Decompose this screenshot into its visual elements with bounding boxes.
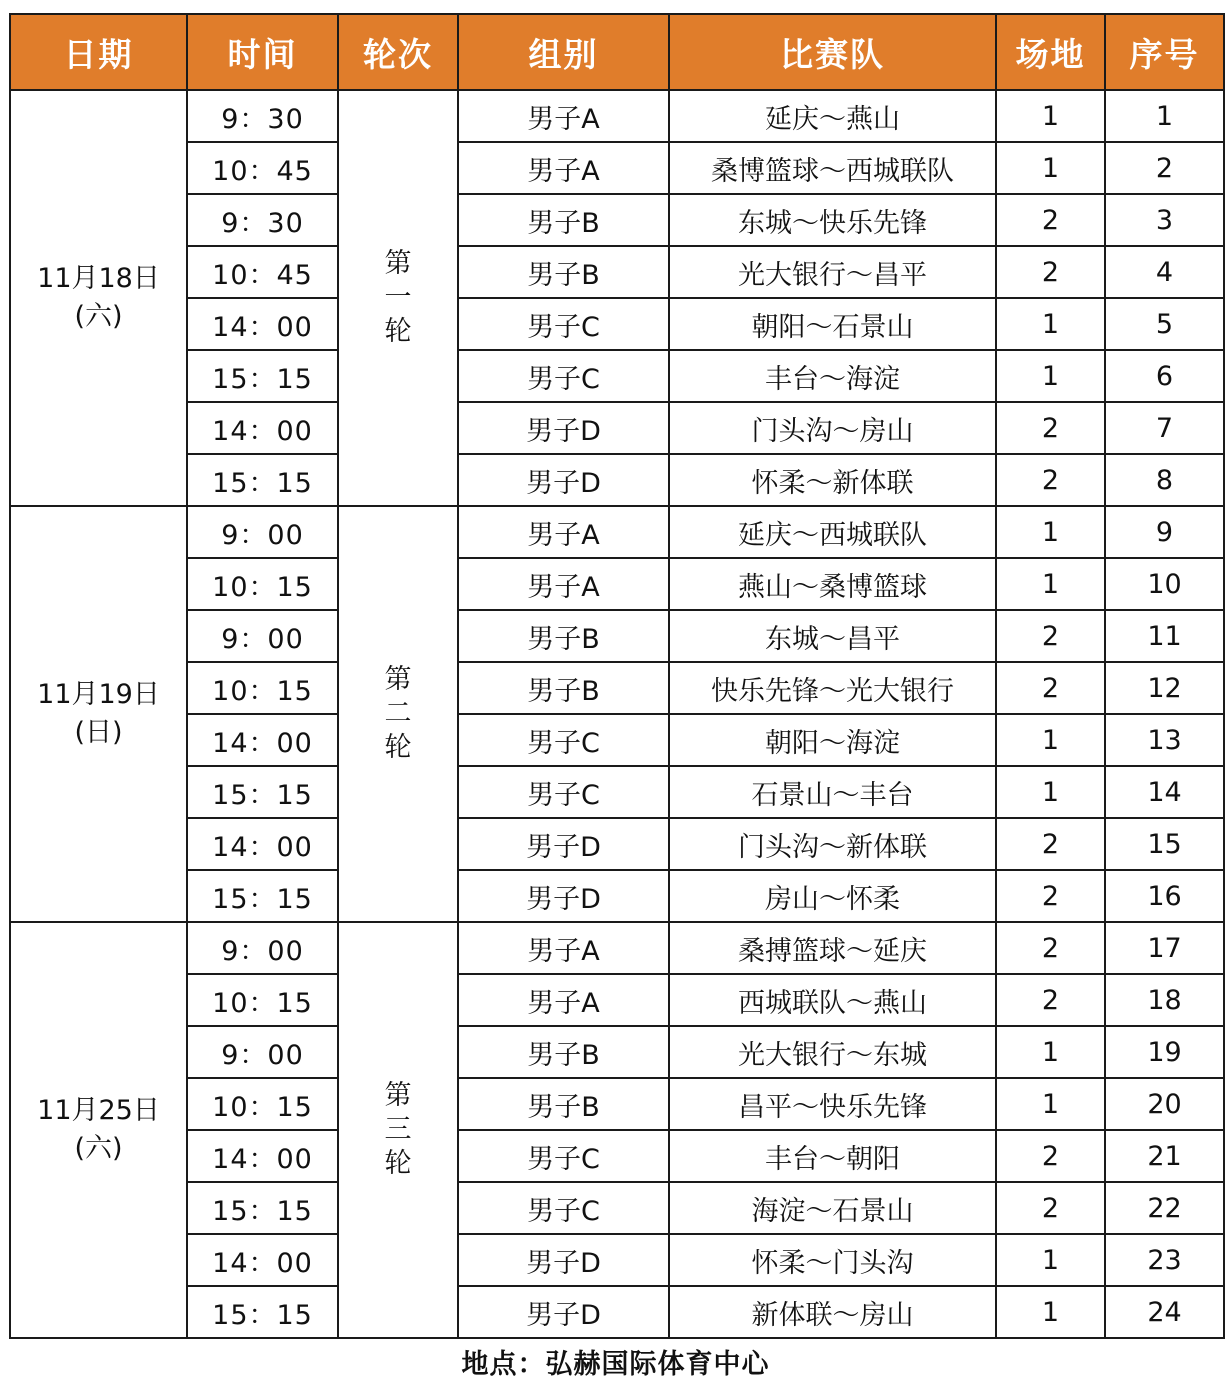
seq-cell: 2	[1105, 142, 1224, 194]
teams-cell: 光大银行～昌平	[669, 246, 996, 298]
date-label: 11月25日	[37, 1095, 160, 1126]
table-row	[10, 1078, 1224, 1130]
seq-cell: 3	[1105, 194, 1224, 246]
court-cell: 2	[996, 610, 1105, 662]
teams-cell: 丰台～朝阳	[669, 1130, 996, 1182]
header-date: 日期	[10, 14, 187, 90]
teams-cell: 快乐先锋～光大银行	[669, 662, 996, 714]
header-group: 组别	[458, 14, 669, 90]
table-row	[10, 298, 1224, 350]
teams-cell: 丰台～海淀	[669, 350, 996, 402]
schedule-body	[10, 90, 1224, 1338]
court-cell: 1	[996, 766, 1105, 818]
round-cell	[338, 90, 458, 506]
seq-cell: 4	[1105, 246, 1224, 298]
group-cell: 男子C	[458, 766, 669, 818]
time-cell: 15：15	[187, 1182, 338, 1234]
group-cell: 男子B	[458, 246, 669, 298]
seq-cell: 6	[1105, 350, 1224, 402]
teams-cell: 朝阳～石景山	[669, 298, 996, 350]
time-cell: 9：00	[187, 610, 338, 662]
table-row	[10, 402, 1224, 454]
court-cell: 2	[996, 402, 1105, 454]
time-cell: 15：15	[187, 350, 338, 402]
seq-cell: 8	[1105, 454, 1224, 506]
time-cell: 9：30	[187, 90, 338, 142]
teams-cell: 光大银行～东城	[669, 1026, 996, 1078]
teams-cell: 桑搏篮球～延庆	[669, 922, 996, 974]
court-cell: 2	[996, 662, 1105, 714]
group-cell: 男子A	[458, 142, 669, 194]
seq-cell: 19	[1105, 1026, 1224, 1078]
header-row	[10, 14, 1224, 90]
table-row	[10, 1234, 1224, 1286]
table-row	[10, 558, 1224, 610]
seq-cell: 9	[1105, 506, 1224, 558]
seq-cell: 13	[1105, 714, 1224, 766]
court-cell: 2	[996, 1130, 1105, 1182]
group-cell: 男子A	[458, 506, 669, 558]
table-row	[10, 818, 1224, 870]
court-cell: 1	[996, 1026, 1105, 1078]
table-row	[10, 662, 1224, 714]
court-cell: 2	[996, 246, 1105, 298]
time-cell: 14：00	[187, 402, 338, 454]
round-label: 第一轮	[384, 248, 412, 347]
group-cell: 男子C	[458, 298, 669, 350]
court-cell: 1	[996, 90, 1105, 142]
time-cell: 10：15	[187, 974, 338, 1026]
table-row	[10, 714, 1224, 766]
seq-cell: 14	[1105, 766, 1224, 818]
table-row	[10, 974, 1224, 1026]
time-cell: 10：45	[187, 246, 338, 298]
teams-cell: 东城～快乐先锋	[669, 194, 996, 246]
group-cell: 男子D	[458, 870, 669, 922]
court-cell: 2	[996, 922, 1105, 974]
round-cell	[338, 506, 458, 922]
teams-cell: 门头沟～新体联	[669, 818, 996, 870]
group-cell: 男子A	[458, 974, 669, 1026]
seq-cell: 11	[1105, 610, 1224, 662]
header-seq: 序号	[1105, 14, 1224, 90]
table-row	[10, 1286, 1224, 1338]
table-row	[10, 142, 1224, 194]
seq-cell: 17	[1105, 922, 1224, 974]
weekday-label: (六)	[74, 1133, 123, 1164]
table-row	[10, 1182, 1224, 1234]
table-row	[10, 1026, 1224, 1078]
time-cell: 14：00	[187, 1234, 338, 1286]
group-cell: 男子A	[458, 922, 669, 974]
seq-cell: 15	[1105, 818, 1224, 870]
group-cell: 男子B	[458, 1078, 669, 1130]
teams-cell: 桑博篮球～西城联队	[669, 142, 996, 194]
group-cell: 男子C	[458, 350, 669, 402]
date-label: 11月18日	[37, 263, 160, 294]
group-cell: 男子B	[458, 662, 669, 714]
seq-cell: 18	[1105, 974, 1224, 1026]
group-cell: 男子A	[458, 90, 669, 142]
court-cell: 1	[996, 714, 1105, 766]
group-cell: 男子A	[458, 558, 669, 610]
teams-cell: 延庆～西城联队	[669, 506, 996, 558]
table-row	[10, 246, 1224, 298]
time-cell: 14：00	[187, 298, 338, 350]
court-cell: 2	[996, 194, 1105, 246]
round-label: 第三轮	[384, 1080, 412, 1179]
table-row	[10, 454, 1224, 506]
group-cell: 男子B	[458, 194, 669, 246]
teams-cell: 石景山～丰台	[669, 766, 996, 818]
table-row	[10, 90, 1224, 142]
teams-cell: 朝阳～海淀	[669, 714, 996, 766]
time-cell: 15：15	[187, 766, 338, 818]
date-cell	[10, 90, 187, 506]
court-cell: 2	[996, 870, 1105, 922]
court-cell: 1	[996, 350, 1105, 402]
schedule-table	[9, 13, 1225, 1339]
table-row	[10, 870, 1224, 922]
weekday-label: (日)	[74, 717, 123, 748]
teams-cell: 新体联～房山	[669, 1286, 996, 1338]
seq-cell: 10	[1105, 558, 1224, 610]
seq-cell: 5	[1105, 298, 1224, 350]
teams-cell: 怀柔～门头沟	[669, 1234, 996, 1286]
seq-cell: 1	[1105, 90, 1224, 142]
time-cell: 14：00	[187, 1130, 338, 1182]
table-row	[10, 194, 1224, 246]
teams-cell: 燕山～桑博篮球	[669, 558, 996, 610]
group-cell: 男子D	[458, 454, 669, 506]
date-label: 11月19日	[37, 679, 160, 710]
teams-cell: 东城～昌平	[669, 610, 996, 662]
time-cell: 10：15	[187, 1078, 338, 1130]
court-cell: 2	[996, 818, 1105, 870]
venue-note: 地点：弘赫国际体育中心	[461, 1349, 770, 1380]
teams-cell: 怀柔～新体联	[669, 454, 996, 506]
table-row	[10, 922, 1224, 974]
round-cell	[338, 922, 458, 1338]
header-court: 场地	[996, 14, 1105, 90]
header-teams: 比赛队	[669, 14, 996, 90]
court-cell: 1	[996, 506, 1105, 558]
seq-cell: 12	[1105, 662, 1224, 714]
court-cell: 2	[996, 454, 1105, 506]
court-cell: 1	[996, 142, 1105, 194]
court-cell: 2	[996, 974, 1105, 1026]
seq-cell: 24	[1105, 1286, 1224, 1338]
group-cell: 男子D	[458, 1286, 669, 1338]
time-cell: 9：00	[187, 506, 338, 558]
time-cell: 9：30	[187, 194, 338, 246]
time-cell: 15：15	[187, 1286, 338, 1338]
court-cell: 1	[996, 558, 1105, 610]
seq-cell: 20	[1105, 1078, 1224, 1130]
group-cell: 男子D	[458, 818, 669, 870]
table-row	[10, 610, 1224, 662]
date-cell	[10, 506, 187, 922]
teams-cell: 昌平～快乐先锋	[669, 1078, 996, 1130]
teams-cell: 海淀～石景山	[669, 1182, 996, 1234]
seq-cell: 21	[1105, 1130, 1224, 1182]
teams-cell: 房山～怀柔	[669, 870, 996, 922]
time-cell: 9：00	[187, 922, 338, 974]
table-row	[10, 1130, 1224, 1182]
court-cell: 1	[996, 1286, 1105, 1338]
time-cell: 14：00	[187, 818, 338, 870]
time-cell: 14：00	[187, 714, 338, 766]
round-label: 第二轮	[384, 664, 412, 763]
time-cell: 15：15	[187, 454, 338, 506]
group-cell: 男子B	[458, 610, 669, 662]
group-cell: 男子C	[458, 1130, 669, 1182]
court-cell: 1	[996, 298, 1105, 350]
court-cell: 1	[996, 1234, 1105, 1286]
seq-cell: 7	[1105, 402, 1224, 454]
group-cell: 男子C	[458, 714, 669, 766]
seq-cell: 22	[1105, 1182, 1224, 1234]
time-cell: 10：15	[187, 558, 338, 610]
table-row	[10, 350, 1224, 402]
court-cell: 2	[996, 1182, 1105, 1234]
time-cell: 10：15	[187, 662, 338, 714]
group-cell: 男子C	[458, 1182, 669, 1234]
teams-cell: 延庆～燕山	[669, 90, 996, 142]
time-cell: 15：15	[187, 870, 338, 922]
time-cell: 10：45	[187, 142, 338, 194]
weekday-label: (六)	[74, 301, 123, 332]
group-cell: 男子B	[458, 1026, 669, 1078]
seq-cell: 16	[1105, 870, 1224, 922]
group-cell: 男子D	[458, 1234, 669, 1286]
table-row	[10, 766, 1224, 818]
date-cell	[10, 922, 187, 1338]
seq-cell: 23	[1105, 1234, 1224, 1286]
teams-cell: 门头沟～房山	[669, 402, 996, 454]
teams-cell: 西城联队～燕山	[669, 974, 996, 1026]
time-cell: 9：00	[187, 1026, 338, 1078]
header-time: 时间	[187, 14, 338, 90]
court-cell: 1	[996, 1078, 1105, 1130]
table-row	[10, 506, 1224, 558]
group-cell: 男子D	[458, 402, 669, 454]
header-round: 轮次	[338, 14, 458, 90]
